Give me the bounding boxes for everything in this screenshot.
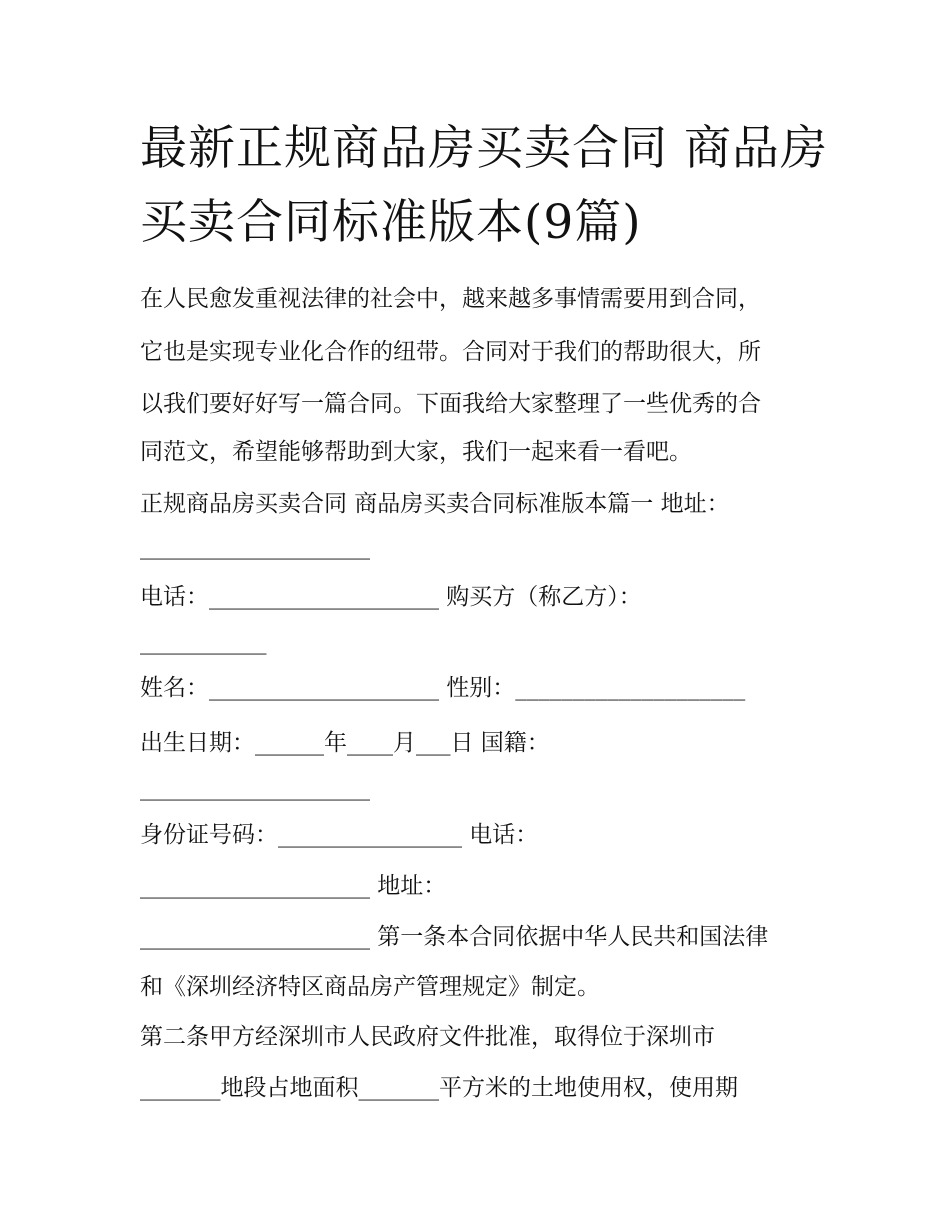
blank-line: ____________________ [140, 534, 370, 560]
blank-line: ___________ [140, 629, 267, 655]
article-line: _______地段占地面积_______平方米的土地使用权，使用期 [140, 1075, 738, 1101]
form-line-id-phone: 身份证号码：________________ 电话： [140, 822, 539, 848]
paragraph-line: 同范文，希望能够帮助到大家，我们一起来看一看吧。 [140, 439, 692, 465]
paragraph-line: 它也是实现专业化合作的纽带。合同对于我们的帮助很大，所 [140, 339, 761, 365]
article-line: 和《深圳经济特区商品房产管理规定》制定。 [140, 974, 600, 1000]
blank-line: ____________________ [140, 775, 370, 801]
section-heading-line: 正规商品房买卖合同 商品房买卖合同标准版本篇一 地址： [140, 491, 730, 517]
document-title: 最新正规商品房买卖合同 商品房买卖合同标准版本(9篇) [140, 121, 828, 250]
paragraph-line: 在人民愈发重视法律的社会中，越来越多事情需要用到合同， [140, 286, 761, 312]
form-line-address: ____________________ 地址： [140, 873, 447, 899]
form-line-phone-buyer: 电话：____________________ 购买方（称乙方）： [140, 584, 642, 610]
form-line-birthdate-nationality: 出生日期：______年____月___日 国籍： [140, 730, 550, 756]
paragraph-line: 以我们要好好写一篇合同。下面我给大家整理了一些优秀的合 [140, 391, 761, 417]
form-line-name-gender: 姓名：____________________ 性别：____________________ [140, 675, 746, 701]
article-line: ____________________ 第一条本合同依据中华人民共和国法律 [140, 924, 769, 950]
article-line: 第二条甲方经深圳市人民政府文件批准，取得位于深圳市 [140, 1024, 715, 1050]
